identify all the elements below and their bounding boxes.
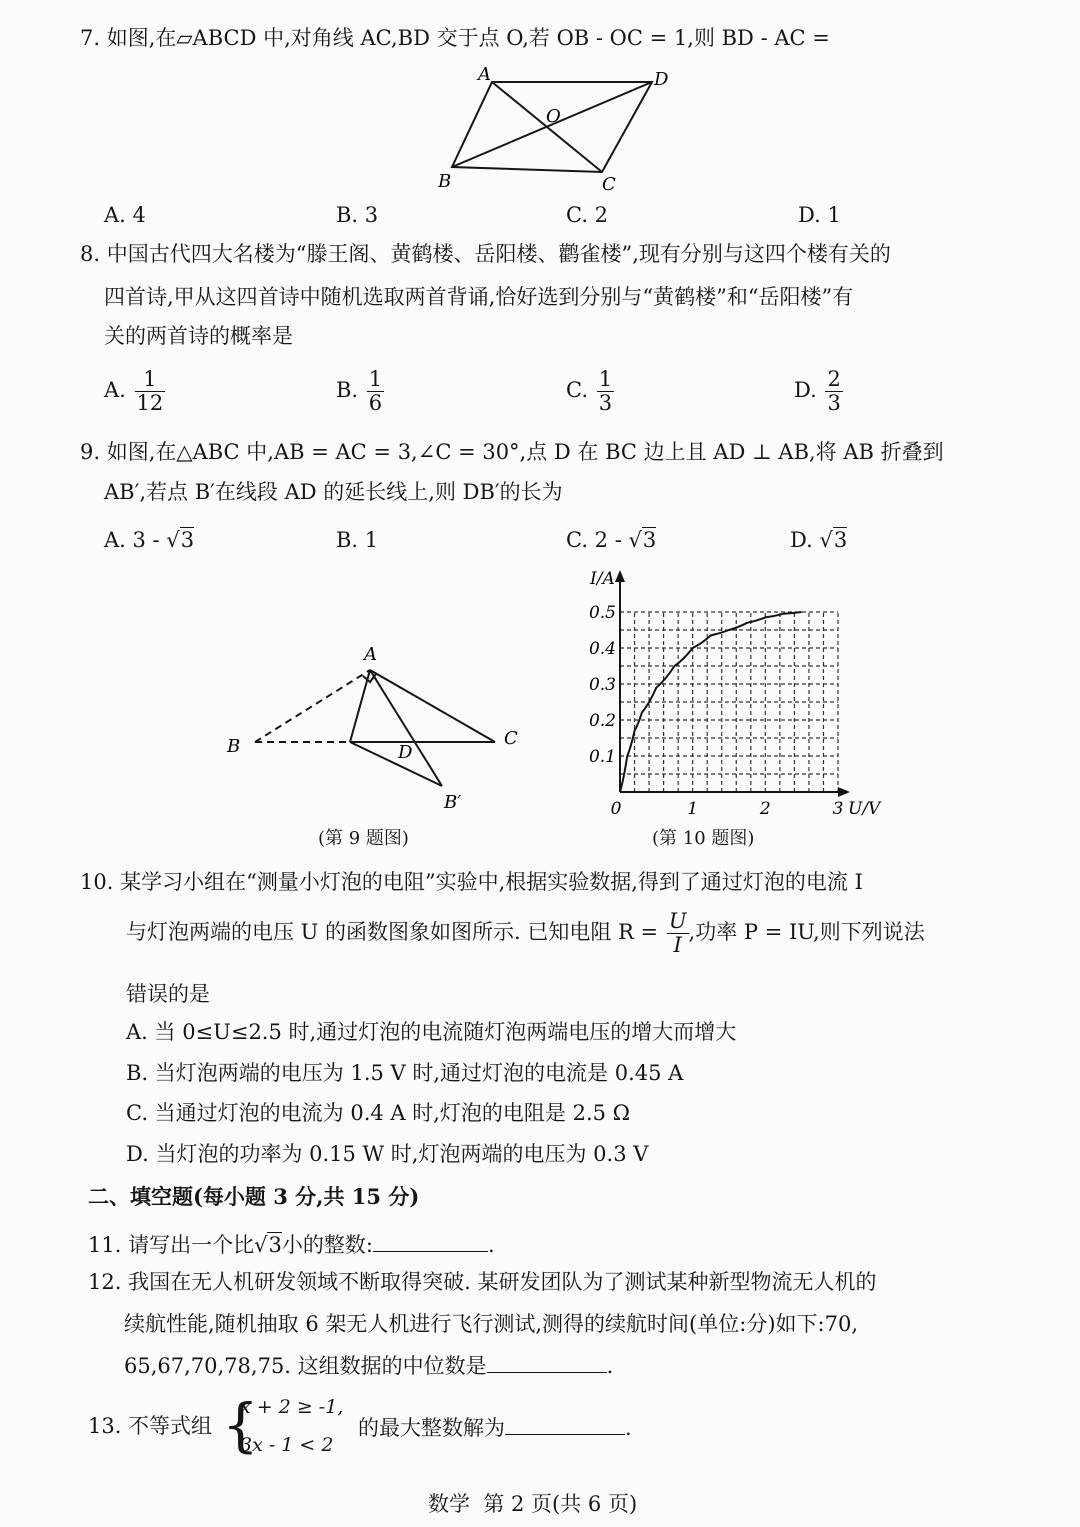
q7-text: 如图,在▱ABCD 中,对角线 AC,BD 交于点 O,若 OB - OC = 1,则 BD - AC = bbox=[106, 26, 830, 50]
q8-line-3: 关的两首诗的概率是 bbox=[104, 324, 293, 348]
q11-line: 11. 请写出一个比√3小的整数: . bbox=[88, 1233, 495, 1257]
q13-inequality-2: 3x - 1 < 2 bbox=[240, 1434, 334, 1456]
q13-number: 13. bbox=[88, 1414, 122, 1438]
answer-blank[interactable] bbox=[487, 1354, 607, 1373]
q12-line-1: 12. 我国在无人机研发领域不断取得突破. 某研发团队为了测试某种新型物流无人机的 bbox=[88, 1270, 877, 1294]
q10-number: 10. bbox=[80, 870, 114, 894]
label-d: D bbox=[654, 69, 669, 90]
q10-text-1: 某学习小组在“测量小灯泡的电阻”实验中,根据实验数据,得到了通过灯泡的电流 I bbox=[120, 870, 863, 894]
x-tick-label: 2 bbox=[759, 799, 771, 819]
answer-blank[interactable] bbox=[373, 1233, 488, 1252]
y-tick-label: 0.3 bbox=[588, 675, 616, 695]
q12-number: 12. bbox=[88, 1270, 122, 1294]
y-tick-label: 0.2 bbox=[588, 711, 616, 731]
q13-inequality-1: x + 2 ≥ -1, bbox=[240, 1396, 344, 1418]
label-b-prime: B′ bbox=[444, 792, 462, 813]
segment-ac bbox=[370, 670, 495, 742]
label-o: O bbox=[546, 106, 561, 127]
label-c: C bbox=[602, 174, 616, 195]
page-footer: 数学 第 2 页(共 6 页) bbox=[428, 1492, 638, 1516]
q8-option-a: A. $\frac{1}{12}$ bbox=[104, 367, 164, 416]
q7-option-b: B. 3 bbox=[336, 203, 379, 227]
q10-caption: (第 10 题图) bbox=[652, 828, 755, 849]
q10-option-b: B. 当灯泡两端的电压为 1.5 V 时,通过灯泡的电流是 0.45 A bbox=[126, 1061, 684, 1085]
fraction: $\frac{1}{6}$ bbox=[368, 367, 383, 416]
q10-chart bbox=[580, 560, 881, 822]
label-a: A bbox=[478, 64, 491, 85]
q7-option-a: A. 4 bbox=[104, 203, 146, 227]
q8-line-1 bbox=[80, 244, 891, 265]
fraction-u-over-i: $\frac{U}{I}$ bbox=[668, 909, 687, 958]
q13-pre: 不等式组 bbox=[128, 1414, 212, 1438]
q10-line-3: 错误的是 bbox=[126, 982, 210, 1006]
segment-ad bbox=[350, 670, 370, 742]
q9-number: 9. bbox=[80, 440, 101, 464]
label-b: B bbox=[438, 171, 452, 192]
q10-line-1 bbox=[80, 872, 863, 893]
q9-text-1: 如图,在△ABC 中,AB = AC = 3,∠C = 30°,点 D 在 BC 边上且 AD ⊥ AB,将 AB 折叠到 bbox=[106, 440, 944, 464]
q11-number: 11. bbox=[88, 1233, 122, 1257]
x-tick-label: 1 bbox=[687, 799, 699, 819]
q9-option-b: B. 1 bbox=[336, 528, 379, 552]
x-axis-arrow bbox=[838, 787, 850, 797]
q10-option-a: A. 当 0≤U≤2.5 时,通过灯泡的电流随灯泡两端电压的增大而增大 bbox=[126, 1020, 737, 1044]
q7-stem bbox=[80, 28, 830, 49]
y-axis-arrow bbox=[615, 570, 625, 582]
chart-grid bbox=[620, 612, 838, 792]
label-b: B bbox=[227, 736, 241, 757]
fraction: $\frac{2}{3}$ bbox=[827, 367, 841, 416]
q9-caption: (第 9 题图) bbox=[318, 828, 409, 849]
y-tick-label: 0.5 bbox=[588, 603, 616, 623]
brace-icon: { bbox=[222, 1391, 259, 1459]
x-tick-label: 0 bbox=[610, 799, 622, 819]
q8-option-c: C. $\frac{1}{3}$ bbox=[566, 367, 613, 416]
q9-option-a: A. 3 - √3 bbox=[104, 528, 195, 552]
q7-number: 7. bbox=[80, 26, 101, 50]
label-a: A bbox=[364, 644, 377, 665]
q8-line-2: 四首诗,甲从这四首诗中随机选取两首背诵,恰好选到分别与“黄鹤楼”和“岳阳楼”有 bbox=[104, 285, 854, 309]
x-tick-label: 3 bbox=[832, 799, 844, 819]
q9-option-c: C. 2 - √3 bbox=[566, 528, 657, 552]
q9-option-d: D. √3 bbox=[790, 528, 848, 552]
q8-number: 8. bbox=[80, 242, 101, 266]
q7-figure bbox=[430, 62, 690, 197]
q9-line-1 bbox=[80, 442, 944, 463]
q8-option-b: B. $\frac{1}{6}$ bbox=[336, 367, 383, 416]
q7-option-d: D. 1 bbox=[798, 203, 841, 227]
label-d: D bbox=[398, 742, 413, 763]
y-axis-label: I/A bbox=[590, 569, 615, 589]
q8-option-d: D. $\frac{2}{3}$ bbox=[794, 367, 841, 416]
section-title: 二、填空题(每小题 3 分,共 15 分) bbox=[88, 1184, 420, 1209]
x-axis-label: U/V bbox=[848, 799, 881, 819]
q10-option-d: D. 当灯泡的功率为 0.15 W 时,灯泡两端的电压为 0.3 V bbox=[126, 1142, 649, 1166]
q9-line-2: AB′,若点 B′在线段 AD 的延长线上,则 DB′的长为 bbox=[104, 480, 563, 504]
q10-line-2: 与灯泡两端的电压 U 的函数图象如图所示. 已知电阻 R = $\frac{U}{I}$ ,功率 P = IU,则下列说法 bbox=[126, 909, 925, 958]
q8-text-1: 中国古代四大名楼为“滕王阁、黄鹤楼、岳阳楼、鹳雀楼”,现有分别与这四个楼有关的 bbox=[106, 242, 891, 266]
q10-option-c: C. 当通过灯泡的电流为 0.4 A 时,灯泡的电阻是 2.5 Ω bbox=[126, 1101, 631, 1125]
q13-post: 的最大整数解为 . bbox=[358, 1416, 632, 1440]
fraction: $\frac{1}{12}$ bbox=[136, 367, 164, 416]
y-tick-label: 0.1 bbox=[588, 747, 616, 767]
q7-option-c: C. 2 bbox=[566, 203, 609, 227]
fraction: $\frac{1}{3}$ bbox=[598, 367, 613, 416]
label-c: C bbox=[504, 728, 518, 749]
y-tick-label: 0.4 bbox=[588, 639, 616, 659]
q9-figure bbox=[220, 640, 530, 820]
q12-line-3: 65,67,70,78,75. 这组数据的中位数是 . bbox=[124, 1354, 614, 1378]
answer-blank[interactable] bbox=[505, 1416, 625, 1435]
q12-line-2: 续航性能,随机抽取 6 架无人机进行飞行测试,测得的续航时间(单位:分)如下:70, bbox=[124, 1312, 858, 1336]
